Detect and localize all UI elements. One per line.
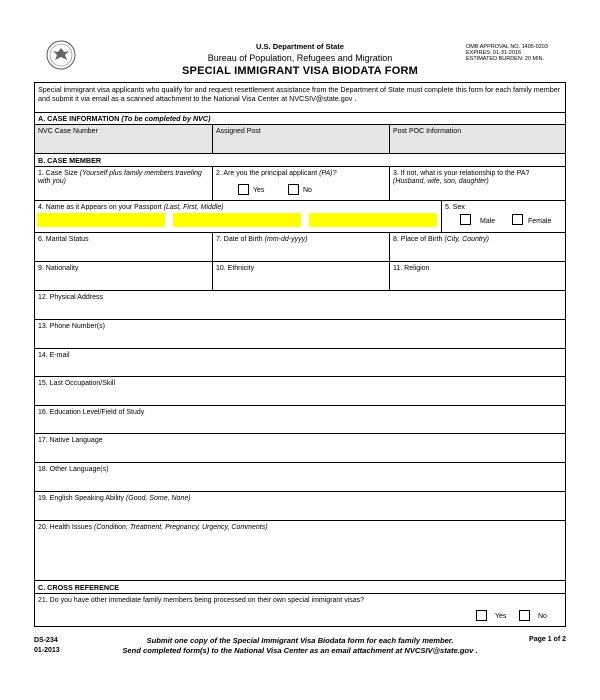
sex-male-checkbox[interactable] bbox=[460, 214, 471, 225]
section-a-header bbox=[35, 113, 565, 125]
section-b-title: B. CASE MEMBER bbox=[38, 156, 102, 165]
date-of-birth-field[interactable]: 7. Date of Birth (mm-dd-yyyy) bbox=[212, 233, 389, 261]
native-language-field[interactable] bbox=[35, 434, 565, 463]
section-c-title: C. CROSS REFERENCE bbox=[38, 583, 120, 592]
cross-ref-yes-checkbox[interactable] bbox=[476, 610, 487, 621]
sex-field: 5. Sex Male Female bbox=[441, 201, 565, 232]
section-b-header bbox=[35, 154, 565, 167]
post-poc-field[interactable]: Post POC Information bbox=[389, 125, 565, 153]
pa-no-checkbox[interactable] bbox=[288, 184, 299, 195]
form-number: DS-234 bbox=[34, 637, 58, 644]
health-issues-label: 20. Health Issues (Condition, Treatment, Pregnancy, Urgency, Comments) bbox=[38, 524, 268, 531]
other-languages-label: 18. Other Language(s) bbox=[38, 466, 109, 473]
phone-numbers-field[interactable] bbox=[35, 320, 565, 349]
cross-ref-yes-label: Yes bbox=[495, 613, 507, 620]
native-language-label: 17. Native Language bbox=[38, 437, 103, 444]
physical-address-field[interactable] bbox=[35, 291, 565, 320]
form-edition: 01-2013 bbox=[34, 647, 60, 654]
sex-female-checkbox[interactable] bbox=[512, 214, 523, 225]
nationality-field[interactable]: 9. Nationality bbox=[38, 265, 79, 272]
first-name-input[interactable] bbox=[173, 213, 301, 227]
form-title: SPECIAL IMMIGRANT VISA BIODATA FORM bbox=[182, 65, 418, 77]
place-of-birth-field[interactable]: 8. Place of Birth (City, Country) bbox=[389, 233, 565, 261]
cross-ref-no-checkbox[interactable] bbox=[519, 610, 530, 621]
last-name-input[interactable] bbox=[37, 213, 165, 227]
sex-male-label: Male bbox=[480, 218, 496, 225]
omb-info bbox=[466, 44, 548, 63]
pa-no-label: No bbox=[303, 187, 312, 194]
section-a-title: A. CASE INFORMATION (To be completed by NVC) bbox=[38, 114, 211, 123]
middle-name-input[interactable] bbox=[309, 213, 437, 227]
pa-yes-label: Yes bbox=[253, 187, 265, 194]
case-size-field[interactable]: 1. Case Size (Yourself plus family members traveling with you) bbox=[38, 170, 202, 185]
last-occupation-field[interactable] bbox=[35, 377, 565, 406]
agency-name: U.S. Department of State bbox=[256, 42, 344, 51]
footer-instructions bbox=[60, 636, 540, 656]
page-number: Page 1 of 2 bbox=[529, 636, 566, 643]
passport-name-field: 4. Name as it Appears on your Passport (Last, First, Middle) bbox=[38, 204, 224, 211]
cross-ref-no-label: No bbox=[538, 613, 547, 620]
phone-numbers-label: 13. Phone Number(s) bbox=[38, 323, 105, 330]
education-level-field[interactable] bbox=[35, 406, 565, 434]
email-field[interactable] bbox=[35, 349, 565, 377]
religion-field[interactable]: 11. Religion bbox=[389, 262, 565, 290]
pa-yes-checkbox[interactable] bbox=[238, 184, 249, 195]
section-c-header bbox=[35, 581, 565, 594]
english-ability-label: 19. English Speaking Ability (Good, Some, None) bbox=[38, 495, 191, 502]
footer-line-1: Submit one copy of the Special Immigrant Visa Biodata form for each family member. bbox=[146, 636, 454, 645]
omb-expires: EXPIRES: 01-31-2016 bbox=[466, 50, 522, 57]
row-nationality bbox=[35, 262, 565, 291]
physical-address-label: 12. Physical Address bbox=[38, 294, 103, 301]
cross-reference-row bbox=[35, 594, 565, 626]
biodata-form bbox=[34, 82, 566, 627]
omb-approval: OMB APPROVAL NO. 1405-0203 bbox=[466, 44, 548, 50]
health-issues-field[interactable] bbox=[35, 521, 565, 581]
section-a-fields bbox=[35, 125, 565, 154]
ethnicity-field[interactable]: 10. Ethnicity bbox=[212, 262, 389, 290]
other-languages-field[interactable] bbox=[35, 463, 565, 492]
assigned-post-field[interactable]: Assigned Post bbox=[212, 125, 389, 153]
last-occupation-label: 15. Last Occupation/Skill bbox=[38, 380, 116, 387]
email-label: 14. E-mail bbox=[38, 352, 70, 359]
intro-text: Special immigrant visa applicants who qualify for and request resettlement assistance from the Department of State must complete this form for each family member and submit it via email as a scanned attachment to the National Visa Center at NVCSIV@state.gov . bbox=[38, 85, 561, 103]
english-ability-field[interactable] bbox=[35, 492, 565, 521]
row-marital bbox=[35, 233, 565, 262]
sex-female-label: Female bbox=[528, 218, 552, 225]
omb-burden: ESTIMATED BURDEN: 20 MIN. bbox=[466, 56, 545, 63]
education-level-label: 16. Education Level/Field of Study bbox=[38, 409, 145, 416]
intro-row bbox=[35, 83, 565, 113]
principal-applicant-field: 2. Are you the principal applicant (PA)? Yes No bbox=[212, 167, 389, 200]
footer-line-2: Send completed form(s) to the National Visa Center as an email attachment at NVCSIV@state.gov . bbox=[122, 646, 478, 655]
relationship-field[interactable]: 3. If not, what is your relationship to the PA? (Husband, wife, son, daughter) bbox=[389, 167, 565, 200]
row-case-size bbox=[35, 167, 565, 201]
cross-reference-question: 21. Do you have other immediate family members being processed on their own special immigrant visas? bbox=[38, 597, 365, 604]
row-name bbox=[35, 201, 565, 233]
form-code bbox=[34, 636, 60, 656]
bureau-name: Bureau of Population, Refugees and Migration bbox=[207, 53, 393, 63]
nvc-case-number-field[interactable]: NVC Case Number bbox=[38, 128, 98, 135]
marital-status-field[interactable]: 6. Marital Status bbox=[38, 236, 89, 243]
